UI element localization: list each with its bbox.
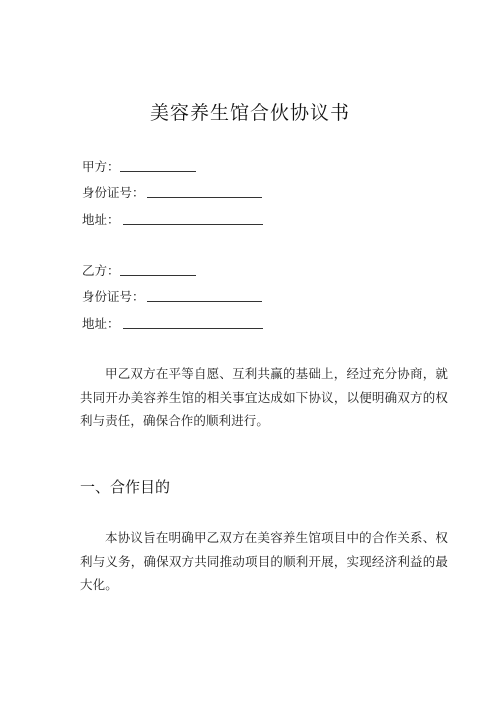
party-a-address-blank xyxy=(123,211,263,225)
party-b-id-label: 身份证号： xyxy=(82,289,145,304)
document-title: 美容养生馆合伙协议书 xyxy=(149,102,350,124)
party-b-name-field xyxy=(82,262,196,280)
party-b-address-label: 地址： xyxy=(82,316,120,331)
section-body-paragraph: 本协议旨在明确甲乙双方在美容养生馆项目中的合作关系、权利与义务，确保双方共同推动项目的顺利开展，实现经济利益的最大化。 xyxy=(80,530,448,592)
party-a-address-field xyxy=(82,211,263,229)
party-a-name-label: 甲方： xyxy=(82,159,120,174)
party-b-id-field xyxy=(82,288,262,306)
party-b-name-label: 乙方： xyxy=(82,263,120,278)
party-b-name-blank xyxy=(120,262,196,276)
party-b-address-field xyxy=(82,315,263,333)
party-a-id-blank xyxy=(147,184,262,198)
party-a-address-label: 地址： xyxy=(82,212,120,227)
section-heading: 一、合作目的 xyxy=(80,478,171,496)
party-a-name-field xyxy=(82,158,196,176)
intro-paragraph: 甲乙双方在平等自愿、互利共赢的基础上，经过充分协商，就共同开办美容养生馆的相关事宜达成如下协议，以便明确双方的权利与责任，确保合作的顺利进行。 xyxy=(80,366,448,428)
party-a-id-field xyxy=(82,184,262,202)
party-a-id-label: 身份证号： xyxy=(82,185,145,200)
party-b-address-blank xyxy=(123,315,263,329)
party-b-id-blank xyxy=(147,288,262,302)
party-a-name-blank xyxy=(120,158,196,172)
